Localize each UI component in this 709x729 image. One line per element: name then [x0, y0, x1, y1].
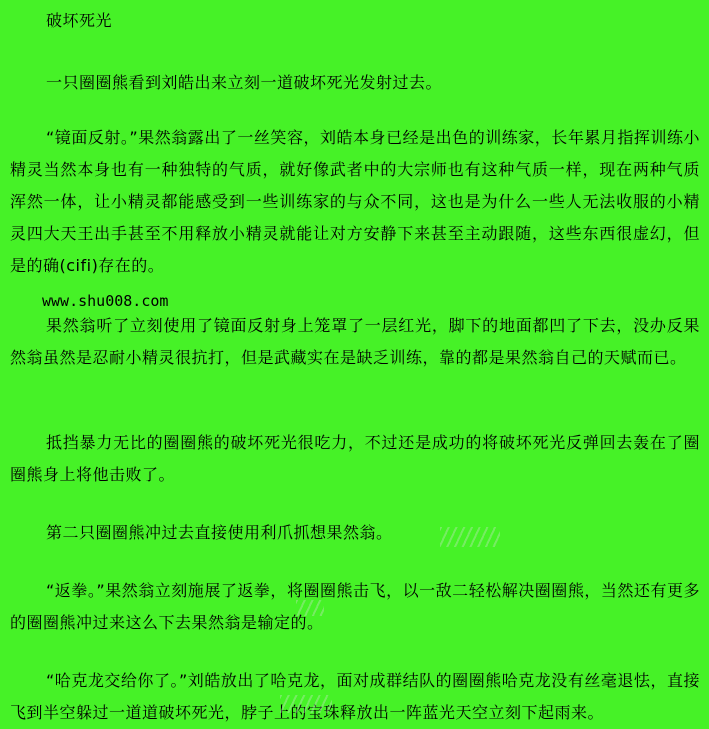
paragraph: “镜面反射。”果然翁露出了一丝笑容，刘皓本身已经是出色的训练家，长年累月指挥训练小精灵当然本身也有一种独特的气质，就好像武者中的大宗师也有这种气质一样，现在两种气质浑然一体，让小精灵都能感受到一些训练家的与众不同，这也是为什么一些人无法收服的小精灵四大天王出手甚至不用释放小精灵就能让对方安静下来甚至主动跟随，这些东西很虚幻，但是的确(cifi)存在的。	[10, 128, 700, 275]
paragraph: 抵挡暴力无比的圈圈熊的破坏死光很吃力，不过还是成功的将破坏死光反弹回去轰在了圈圈熊身上将他击败了。	[10, 433, 700, 484]
paragraph: “哈克龙交给你了。”刘皓放出了哈克龙，面对成群结队的圈圈熊哈克龙没有丝毫退怯，直接飞到半空躲过一道道破坏死光，脖子上的宝珠释放出一阵蓝光天空立刻下起雨来。	[10, 671, 700, 722]
paragraph: 果然翁听了立刻使用了镜面反射身上笼罩了一层红光，脚下的地面都凹了下去，没办反果然翁虽然是忍耐小精灵很抗打，但是武藏实在是缺乏训练，靠的都是果然翁自己的天赋而已。	[10, 316, 700, 367]
paragraph-move-name: 破坏死光	[46, 11, 113, 30]
paragraph: 一只圈圈熊看到刘皓出来立刻一道破坏死光发射过去。	[46, 73, 443, 92]
site-watermark: www.shu008.com	[42, 292, 169, 310]
paragraph: 第二只圈圈熊冲过去直接使用利爪抓想果然翁。	[46, 523, 393, 542]
paragraph: “返拳。”果然翁立刻施展了返拳，将圈圈熊击飞，以一敌二轻松解决圈圈熊，当然还有更多的圈圈熊冲过来这么下去果然翁是输定的。	[10, 581, 700, 632]
